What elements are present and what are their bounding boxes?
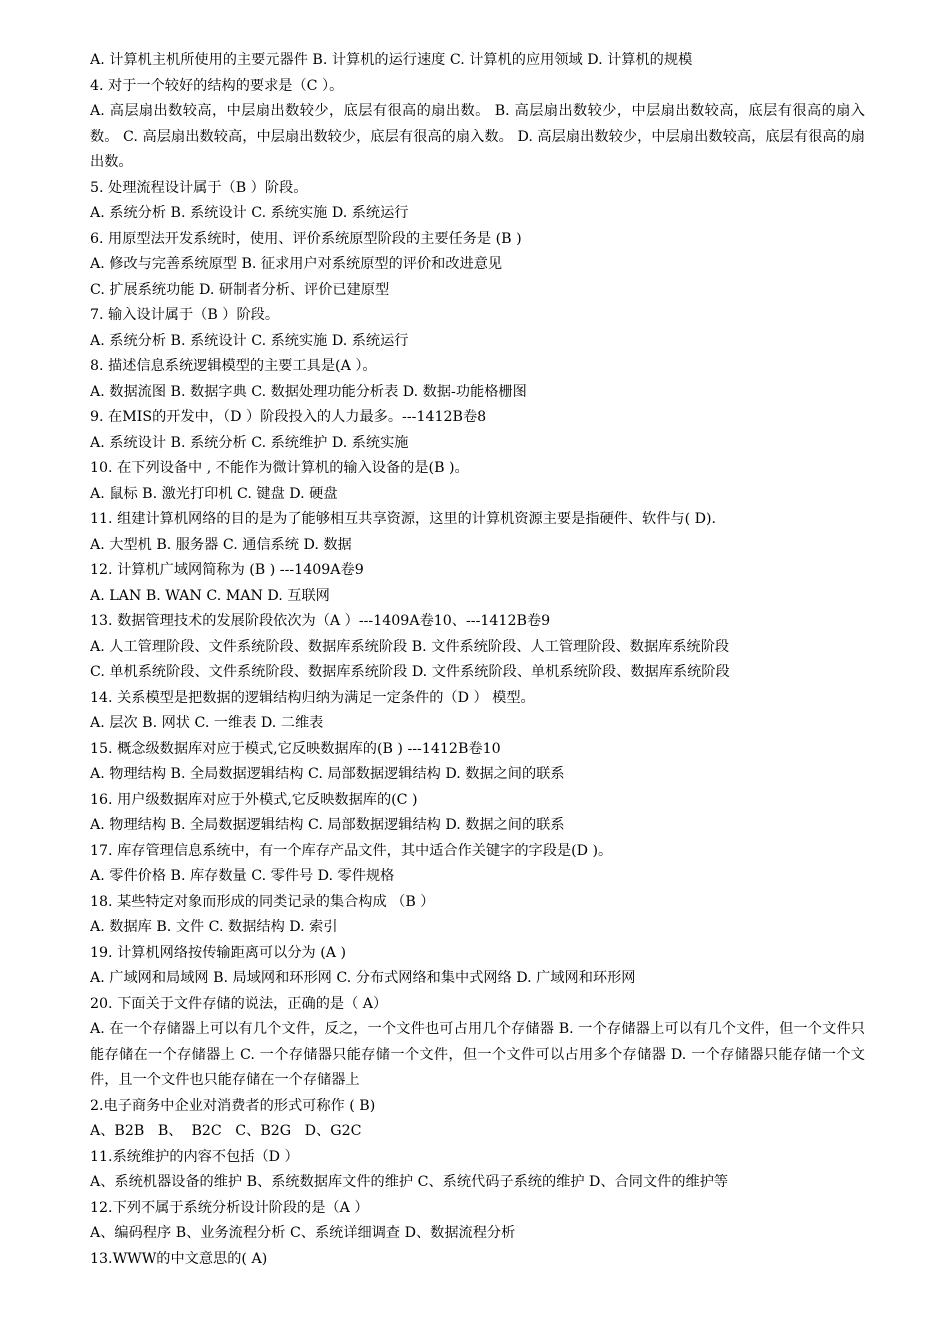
option-line: A. 大型机 B. 服务器 C. 通信系统 D. 数据 (90, 536, 352, 553)
question-line: 11. 组建计算机网络的目的是为了能够相互共享资源，这里的计算机资源主要是指硬件、软件与( D). (90, 511, 717, 527)
option-paragraph: A. 高层扇出数较高，中层扇出数较少，底层有很高的扇出数。 B. 高层扇出数较少，中层扇出数较高，底层有很高的扇入数。 C. 高层扇出数较高，中层扇出数较少，底层有很高的扇入数。 D. 高层扇出数较少，中层扇出数较高，底层有很高的扇出数。 (90, 103, 865, 170)
question-line: 13. 数据管理技术的发展阶段依次为（A ）---1409A卷10、---1412B卷9 (90, 613, 551, 629)
question-line: 16. 用户级数据库对应于外模式,它反映数据库的(C ) (90, 791, 418, 808)
option-line: A. 物理结构 B. 全局数据逻辑结构 C. 局部数据逻辑结构 D. 数据之间的联系 (90, 766, 565, 782)
option-line: A. 系统设计 B. 系统分析 C. 系统维护 D. 系统实施 (90, 434, 409, 451)
option-line: A. 零件价格 B. 库存数量 C. 零件号 D. 零件规格 (90, 868, 395, 884)
question-line: 13.WWW的中文意思的( A) (90, 1250, 268, 1267)
question-line: 8. 描述信息系统逻辑模型的主要工具是(A ）。 (90, 358, 377, 374)
option-line: A. 广域网和局域网 B. 局域网和环形网 C. 分布式网络和集中式网络 D. 广域网和环形网 (90, 970, 636, 986)
option-paragraph: A. 在一个存储器上可以有几个文件，反之，一个文件也可占用几个存储器 B. 一个存储器上可以有几个文件，但一个文件只能存储在一个存储器上 C. 一个存储器只能存储一个文件，但一个文件可以占用多个存储器 D. 一个存储器只能存储一个文件，且一个文件也只能存储在一个存储器上 (90, 1021, 865, 1088)
option-line: A. LAN B. WAN C. MAN D. 互联网 (90, 587, 330, 604)
question-line: 4. 对于一个较好的结构的要求是（C ）。 (90, 77, 344, 94)
option-line: A. 修改与完善系统原型 B. 征求用户对系统原型的评价和改进意见 (90, 256, 503, 272)
question-line: 14. 关系模型是把数据的逻辑结构归纳为满足一定条件的（D ） 模型。 (90, 689, 535, 706)
question-line: 11.系统维护的内容不包括（D ） (90, 1148, 299, 1165)
question-line: 7. 输入设计属于（B ）阶段。 (90, 307, 280, 323)
option-line: A. 系统分析 B. 系统设计 C. 系统实施 D. 系统运行 (90, 205, 409, 221)
option-line: A. 人工管理阶段、文件系统阶段、数据库系统阶段 B. 文件系统阶段、人工管理阶段、数据库系统阶段 (90, 638, 730, 655)
option-line: A. 数据流图 B. 数据字典 C. 数据处理功能分析表 D. 数据-功能格栅图 (90, 383, 527, 400)
option-line: A. 物理结构 B. 全局数据逻辑结构 C. 局部数据逻辑结构 D. 数据之间的联系 (90, 817, 565, 833)
option-line: A、编码程序 B、业务流程分析 C、系统详细调查 D、数据流程分析 (90, 1225, 516, 1241)
option-line: A、系统机器设备的维护 B、系统数据库文件的维护 C、系统代码子系统的维护 D、合同文件的维护等 (90, 1174, 729, 1190)
option-line: A. 计算机主机所使用的主要元器件 B. 计算机的运行速度 C. 计算机的应用领域 D. 计算机的规模 (90, 52, 693, 68)
question-line: 17. 库存管理信息系统中，有一个库存产品文件，其中适合作关键字的字段是(D )。 (90, 842, 613, 859)
option-line: A. 数据库 B. 文件 C. 数据结构 D. 索引 (90, 919, 338, 935)
question-line: 15. 概念级数据库对应于模式,它反映数据库的(B ) ---1412B卷10 (90, 740, 501, 757)
option-line: A. 系统分析 B. 系统设计 C. 系统实施 D. 系统运行 (90, 332, 409, 349)
question-line: 6. 用原型法开发系统时，使用、评价系统原型阶段的主要任务是 (B ) (90, 230, 522, 247)
question-line: 9. 在MIS的开发中，（D ）阶段投入的人力最多。---1412B卷8 (90, 409, 487, 425)
option-line: C. 单机系统阶段、文件系统阶段、数据库系统阶段 D. 文件系统阶段、单机系统阶段、数据库系统阶段 (90, 664, 730, 680)
question-line: 18. 某些特定对象而形成的同类记录的集合构成 （B ） (90, 893, 435, 910)
question-line: 12. 计算机广域网简称为 (B ) ---1409A卷9 (90, 562, 364, 578)
question-line: 10. 在下列设备中 , 不能作为微计算机的输入设备的是(B )。 (90, 460, 469, 476)
question-line: 12.下列不属于系统分析设计阶段的是（A ） (90, 1199, 369, 1216)
option-line: A、B2B B、 B2C C、B2G D、G2C (90, 1123, 362, 1139)
option-line: C. 扩展系统功能 D. 研制者分析、评价已建原型 (90, 281, 390, 298)
question-line: 5. 处理流程设计属于（B ）阶段。 (90, 179, 308, 196)
document-page (90, 48, 865, 1272)
option-line: A. 鼠标 B. 激光打印机 C. 键盘 D. 硬盘 (90, 485, 338, 502)
question-line: 2.电子商务中企业对消费者的形式可称作 ( B) (90, 1097, 376, 1114)
question-line: 20. 下面关于文件存储的说法，正确的是（ A） (90, 995, 388, 1012)
option-line: A. 层次 B. 网状 C. 一维表 D. 二维表 (90, 715, 324, 731)
question-line: 19. 计算机网络按传输距离可以分为 (A ) (90, 944, 347, 961)
